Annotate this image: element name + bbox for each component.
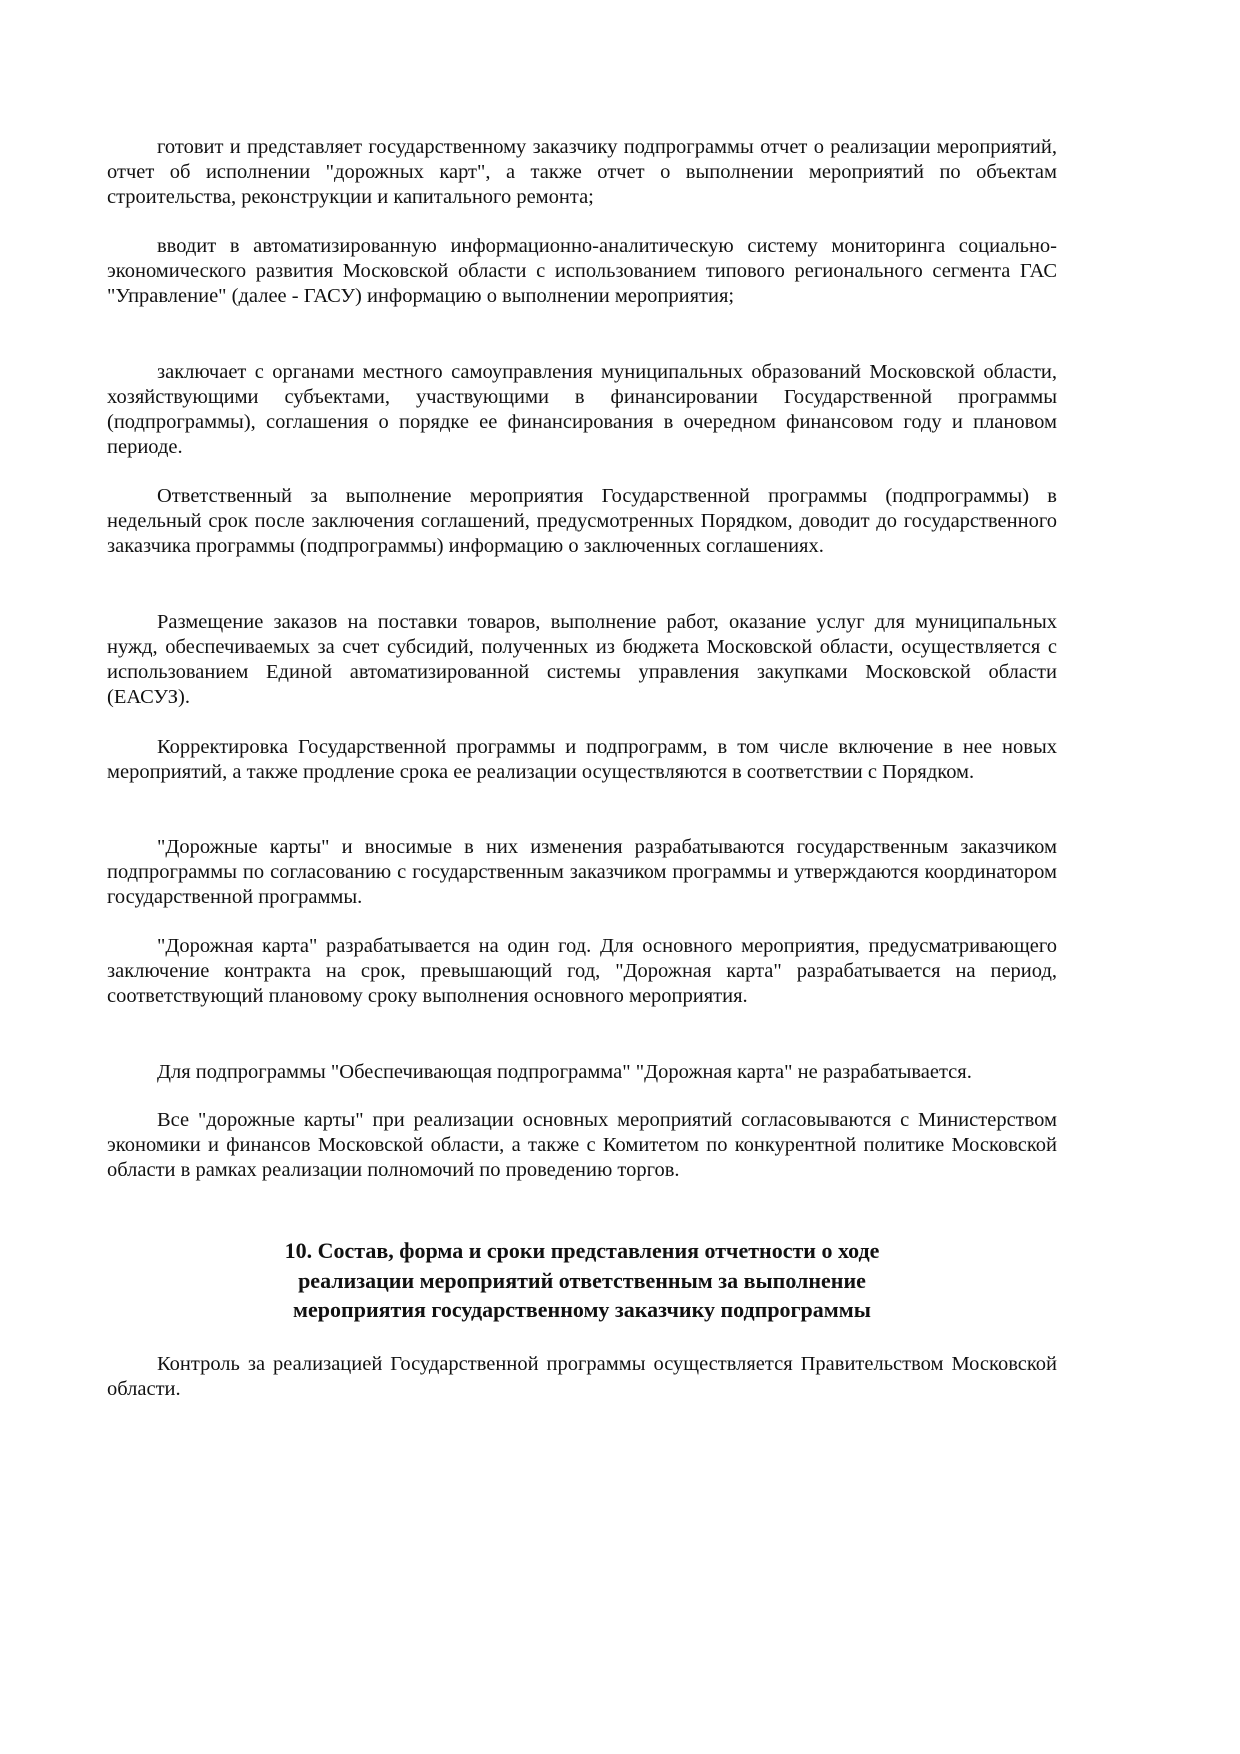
section-heading-line: 10. Состав, форма и сроки представления отчетности о ходе [284,1238,880,1263]
paragraph: Все "дорожные карты" при реализации основных мероприятий согласовываются с Министерством экономики и финансов Московской области, а также с Комитетом по конкурентной политике Московской области в рамках реализации полномочий по проведению торгов. [107,1109,1057,1181]
paragraph: Ответственный за выполнение мероприятия Государственной программы (подпрограммы) в недельный срок после заключения соглашений, предусмотренных Порядком, доводит до государственного заказчика программы (подпрограммы) информацию о заключенных соглашениях. [107,485,1057,557]
paragraph: готовит и представляет государственному заказчику подпрограммы отчет о реализации мероприятий, отчет об исполнении "дорожных карт", а также отчет о выполнении мероприятий по объектам строительства, реконструкции и капитального ремонта; [107,136,1057,208]
section-heading [107,1236,1057,1325]
paragraph: Корректировка Государственной программы и подпрограмм, в том числе включение в нее новых мероприятий, а также продление срока ее реализации осуществляются в соответствии с Порядком. [107,736,1057,783]
section-heading-line: реализации мероприятий ответственным за выполнение [298,1267,866,1293]
paragraph: "Дорожная карта" разрабатывается на один год. Для основного мероприятия, предусматривающего заключение контракта на срок, превышающий год, "Дорожная карта" разрабатывается на период, соответствующий плановому сроку выполнения основного мероприятия. [107,935,1057,1007]
paragraph: Контроль за реализацией Государственной программы осуществляется Правительством Московской области. [107,1353,1057,1400]
paragraph: вводит в автоматизированную информационно-аналитическую систему мониторинга социально-экономического развития Московской области с использованием типового регионального сегмента ГАС "Управление" (далее - ГАСУ) информацию о выполнении мероприятия; [107,235,1057,307]
section-heading-line: мероприятия государственному заказчику подпрограммы [293,1297,871,1322]
paragraph: "Дорожные карты" и вносимые в них изменения разрабатываются государственным заказчиком подпрограммы по согласованию с государственным заказчиком программы и утверждаются координатором государственной программы. [107,836,1057,908]
paragraph: Для подпрограммы "Обеспечивающая подпрограмма" "Дорожная карта" не разрабатывается. [157,1061,972,1083]
paragraph: Размещение заказов на поставки товаров, выполнение работ, оказание услуг для муниципальных нужд, обеспечиваемых за счет субсидий, полученных из бюджета Московской области, осуществляется с использованием Единой автоматизированной системы управления закупками Московской области (ЕАСУЗ). [107,611,1057,708]
paragraph: заключает с органами местного самоуправления муниципальных образований Московской области, хозяйствующими субъектами, участвующими в финансировании Государственной программы (подпрограммы), соглашения о порядке ее финансирования в очередном финансовом году и плановом периоде. [107,361,1057,458]
